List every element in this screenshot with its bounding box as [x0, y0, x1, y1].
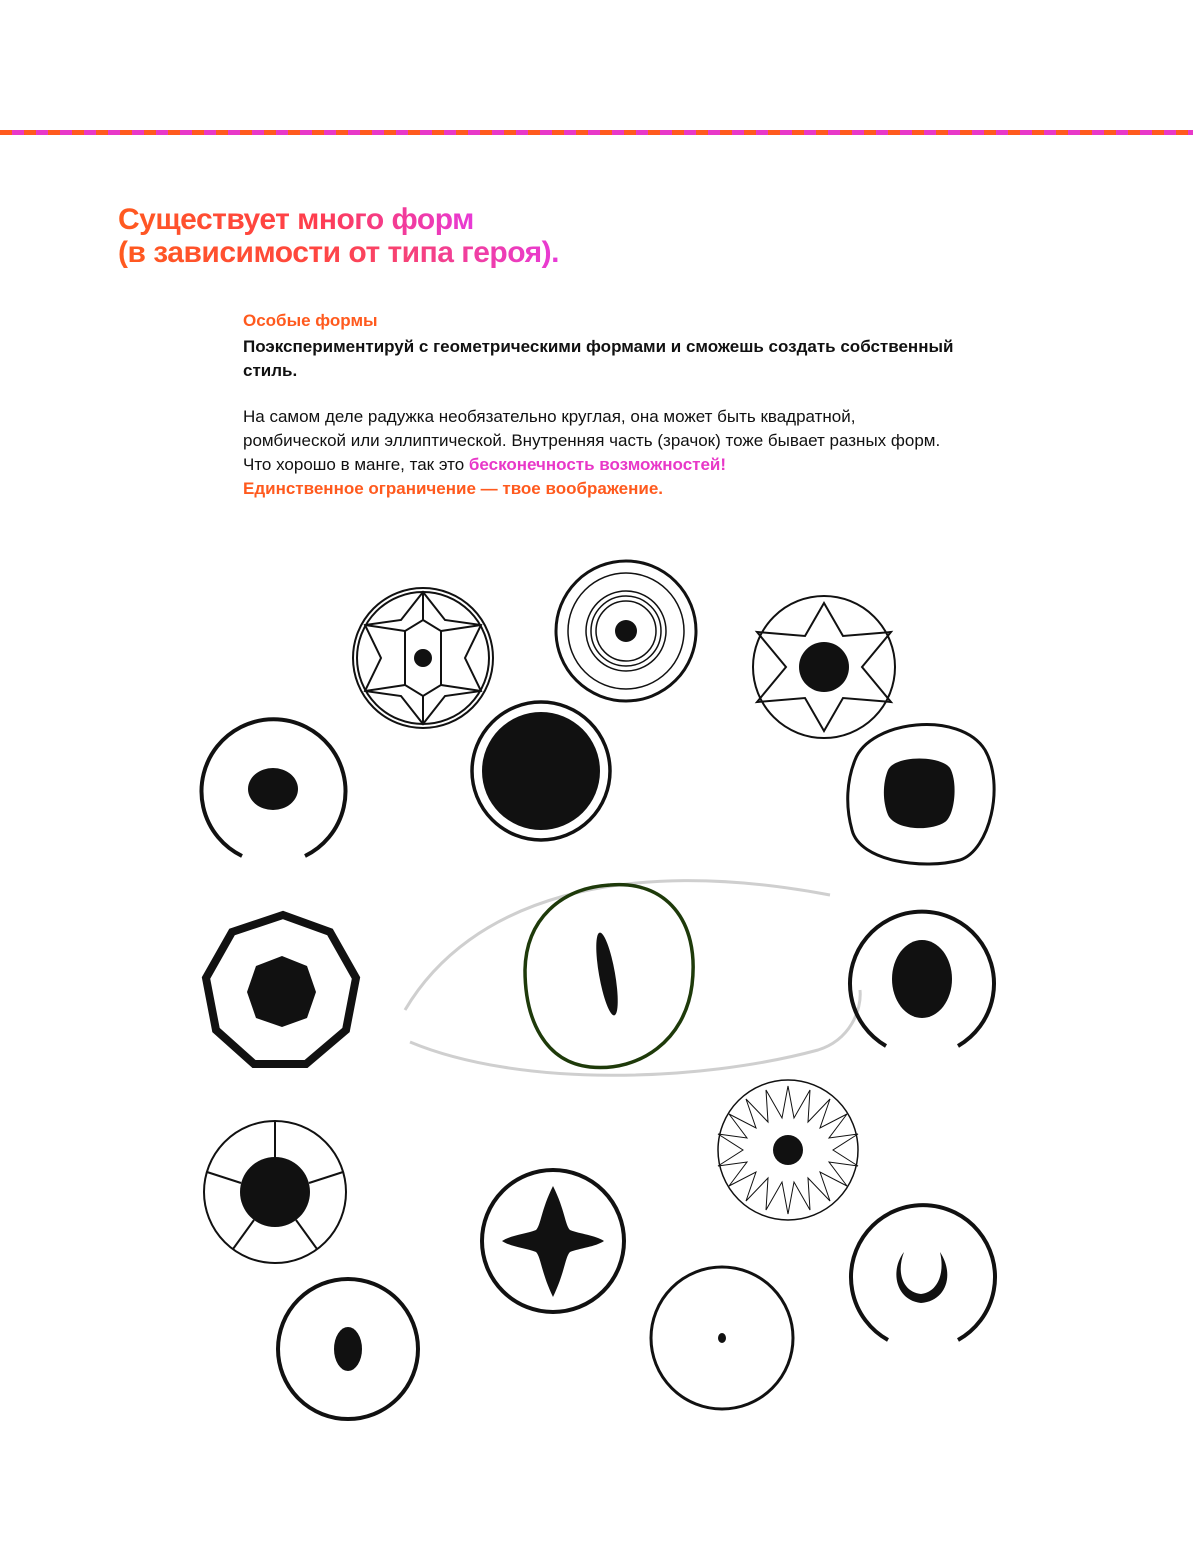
eye-outline-sketch: [405, 881, 860, 1076]
star-iris: [353, 588, 493, 728]
squircle-pupil-iris: [848, 725, 994, 865]
subheading: Особые формы: [243, 311, 378, 330]
cat-slit-eye: [525, 885, 693, 1068]
small-oval-pupil-iris: [278, 1279, 418, 1419]
segmented-iris: [204, 1121, 346, 1263]
cross-pupil-iris: [482, 1170, 624, 1312]
lead-paragraph: Поэкспериментируй с геометрическими формами и сможешь создать собственный стиль.: [243, 337, 954, 380]
plain-oval-pupil-iris: [202, 719, 346, 856]
body-highlight-pink: бесконечность возможностей!: [468, 455, 727, 474]
octagon-iris: [206, 915, 356, 1064]
headline-line-1: Существует много форм: [118, 203, 474, 236]
body-highlight-orange: Единственное ограничение — твое воображение.: [243, 479, 664, 498]
large-pupil-iris: [472, 702, 610, 840]
crescent-pupil-iris: [851, 1205, 995, 1340]
body-plain-text: На самом деле радужка необязательно круглая, она может быть квадратной, ромбической или эллиптической. Внутренняя часть (зрачок) тоже бывает разных форм. Что хорошо в манге, так это: [243, 407, 941, 474]
dot-pupil-iris: [651, 1267, 793, 1409]
starburst-iris: [718, 1080, 858, 1220]
concentric-rings-iris: [556, 561, 696, 701]
six-point-star-iris: [753, 596, 895, 738]
big-oval-pupil-iris: [850, 912, 994, 1046]
headline-line-2: (в зависимости от типа героя).: [118, 236, 560, 269]
